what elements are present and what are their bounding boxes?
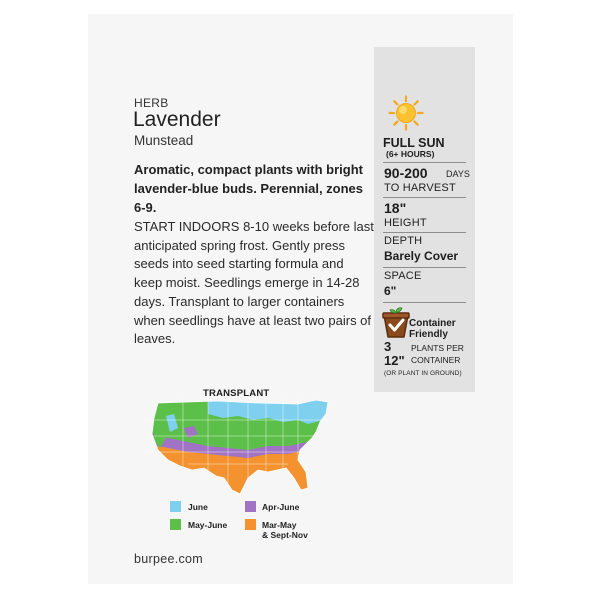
legend-label-mar-may-line1: Mar-May (262, 520, 297, 530)
plant-category: HERB (134, 96, 169, 110)
container-size: 12" (384, 353, 405, 368)
website-link[interactable]: burpee.com (134, 552, 204, 566)
plant-variety: Munstead (134, 133, 194, 148)
sun-icon (388, 95, 424, 131)
legend-label-june: June (188, 502, 208, 512)
pot-check-icon (381, 306, 411, 338)
divider (383, 162, 466, 163)
days-to-harvest-value: 90-200 (384, 165, 428, 181)
plants-count: 3 (384, 339, 392, 354)
plant-summary: Aromatic, compact plants with bright lavender-blue buds. Perennial, zones 6-9. (134, 162, 364, 215)
legend-swatch-mar-may (245, 519, 256, 530)
plant-name: Lavender (133, 108, 221, 131)
plant-in-ground-note: (OR PLANT IN GROUND) (384, 370, 462, 377)
days-to-harvest-label: TO HARVEST (384, 182, 456, 194)
legend-swatch-apr-june (245, 501, 256, 512)
space-value: 6" (384, 284, 397, 298)
map-title: TRANSPLANT (203, 388, 270, 399)
legend-swatch-may-june (170, 519, 181, 530)
legend-swatch-june (170, 501, 181, 512)
sun-requirement: FULL SUN (383, 136, 445, 150)
sun-hours: (6+ HOURS) (386, 149, 435, 159)
legend-label-mar-may (262, 520, 308, 540)
height-value: 18" (384, 200, 407, 216)
usa-transplant-map (148, 398, 338, 498)
plants-per-container-value (384, 340, 406, 368)
legend-label-apr-june: Apr-June (262, 502, 300, 512)
divider (383, 302, 466, 303)
depth-value: Barely Cover (384, 249, 459, 263)
growing-instructions: START INDOORS 8-10 weeks before last anticipated spring frost. Gently press seeds into seed starting formula and keep moist. Seedlings emerge in 14-28 days. Transplant to larger containers when seedlings have at least two pairs of leaves. (134, 219, 374, 347)
legend-label-may-june: May-June (188, 520, 228, 530)
legend-label-mar-may-line2: & Sept-Nov (262, 530, 308, 540)
height-label: HEIGHT (384, 217, 427, 229)
depth-label: DEPTH (384, 235, 423, 247)
plants-per-label: PLANTS PER (411, 343, 464, 353)
divider (383, 197, 466, 198)
days-unit: DAYS (446, 169, 470, 179)
divider (383, 267, 466, 268)
space-label: SPACE (384, 270, 422, 282)
plants-per-container-label (411, 342, 471, 366)
container-label: CONTAINER (411, 355, 461, 365)
divider (383, 232, 466, 233)
container-friendly-label: Container Friendly (409, 318, 456, 340)
